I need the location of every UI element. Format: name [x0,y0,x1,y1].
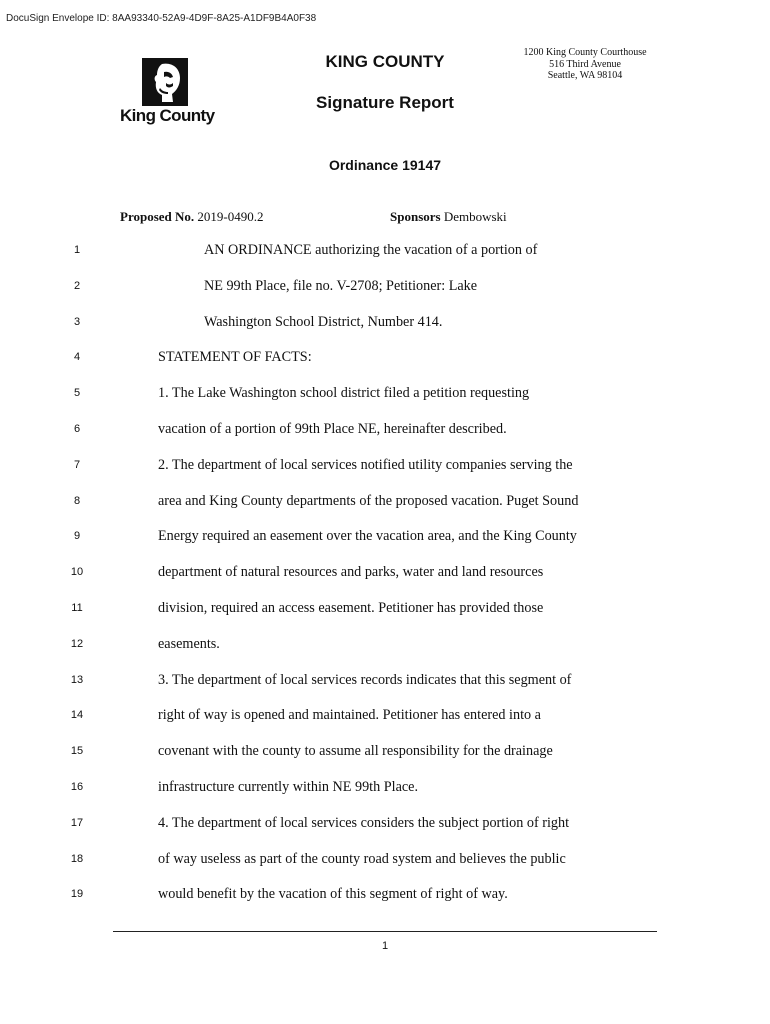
text-line [0,815,770,835]
text-line [0,707,770,727]
line-text: division, required an access easement. Petitioner has provided those [158,600,544,616]
line-text: Washington School District, Number 414. [204,313,443,330]
king-county-logo [117,58,217,128]
line-text: vacation of a portion of 99th Place NE, hereinafter described. [158,421,507,437]
ordinance-number: Ordinance 19147 [328,157,442,173]
org-name: KING COUNTY [325,52,445,71]
text-line [0,564,770,584]
text-line [0,385,770,405]
line-number: 6 [73,423,81,435]
line-text: covenant with the county to assume all responsibility for the drainage [158,743,553,760]
text-line [0,528,770,548]
text-line [0,314,770,334]
address-line: 1200 King County Courthouse [523,47,647,58]
text-line [0,457,770,477]
line-number: 10 [70,566,84,579]
sponsors-value: Dembowski [443,209,507,224]
line-text: department of natural resources and parks, water and land resources [158,564,544,581]
line-number: 4 [73,351,81,364]
line-number: 14 [70,709,84,722]
text-line [0,421,770,441]
page-number: 1 [381,940,389,952]
line-number: 13 [70,673,84,686]
address-line: 516 Third Avenue [549,58,621,70]
line-number: 2 [73,279,81,292]
address-line: Seattle, WA 98104 [547,70,623,81]
line-text: 2. The department of local services notified utility companies serving the [158,456,573,473]
text-line [0,672,770,692]
line-text: right of way is opened and maintained. Petitioner has entered into a [158,707,541,724]
line-number: 9 [73,530,81,543]
proposed-label: Proposed No. [120,209,195,224]
line-text: of way useless as part of the county road system and believes the public [158,850,566,867]
line-text: infrastructure currently within NE 99th Place. [158,779,419,795]
line-text: AN ORDINANCE authorizing the vacation of a portion of [204,242,538,258]
line-text: NE 99th Place, file no. V-2708; Petitioner: Lake [204,277,478,294]
line-number: 19 [70,888,84,901]
king-county-logo-icon [142,58,188,106]
line-text: STATEMENT OF FACTS: [158,349,312,366]
text-line [0,242,770,262]
text-line [0,851,770,871]
sponsors-label: Sponsors [390,209,441,224]
text-line [0,493,770,513]
line-number: 11 [71,602,83,614]
address-block [510,47,660,82]
line-text: 4. The department of local services considers the subject portion of right [158,814,570,831]
logo-wordmark: King County [120,106,215,125]
proposed-number [120,209,264,225]
line-text: easements. [158,635,220,652]
line-number: 15 [70,745,84,758]
report-title: Signature Report [316,93,454,112]
footer-divider [113,931,657,932]
text-line [0,886,770,906]
text-line [0,779,770,799]
line-number: 1 [73,244,81,256]
line-text: 3. The department of local services records indicates that this segment of [158,671,572,688]
line-text: would benefit by the vacation of this segment of right of way. [158,886,508,903]
text-line [0,743,770,763]
line-text: Energy required an easement over the vacation area, and the King County [158,528,577,545]
sponsors [390,209,507,225]
text-line [0,600,770,620]
line-number: 7 [73,458,81,471]
line-number: 5 [73,387,81,400]
line-number: 17 [70,816,84,829]
text-line [0,349,770,369]
proposed-value: 2019-0490.2 [197,209,264,224]
line-number: 16 [70,781,84,793]
line-number: 12 [70,637,84,650]
text-line [0,278,770,298]
line-text: area and King County departments of the proposed vacation. Puget Sound [158,492,579,509]
line-number: 3 [73,315,81,328]
docusign-envelope-id: DocuSign Envelope ID: 8AA93340-52A9-4D9F-8A25-A1DF9B4A0F38 [6,13,317,24]
line-number: 8 [73,494,81,507]
line-number: 18 [70,852,84,865]
text-line [0,636,770,656]
line-text: 1. The Lake Washington school district filed a petition requesting [158,385,530,402]
